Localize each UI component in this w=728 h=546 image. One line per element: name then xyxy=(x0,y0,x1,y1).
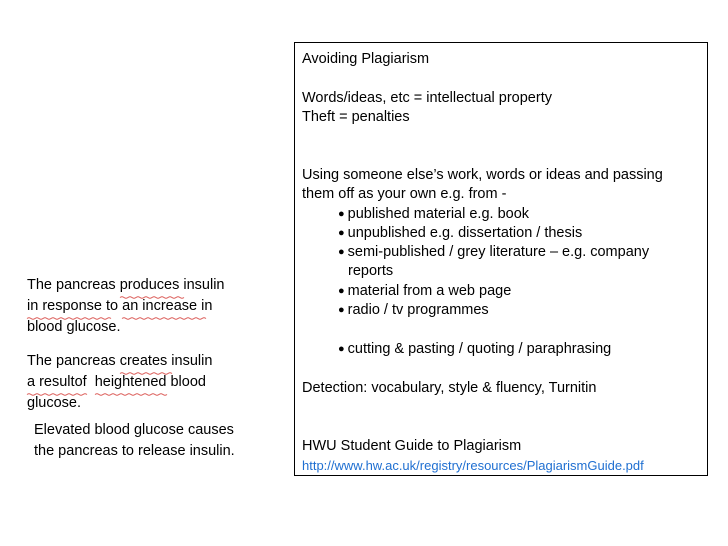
panel-line-intellectual-property: Words/ideas, etc = intellectual property xyxy=(302,90,552,106)
bullet-icon: ● xyxy=(338,285,345,297)
bullet-icon: ● xyxy=(338,208,345,220)
bullet-item-continuation: reports xyxy=(348,263,394,279)
underlined-word: a result xyxy=(27,372,75,393)
wavy-underline xyxy=(95,393,167,396)
example2-line3: glucose. xyxy=(27,395,82,411)
underlined-word: in response xyxy=(27,296,102,317)
panel-detection-line: Detection: vocabulary, style & fluency, Turnitin xyxy=(302,380,597,396)
bullet-item: ● unpublished e.g. dissertation / thesis xyxy=(338,225,583,241)
panel-definition-line2: them off as your own e.g. from - xyxy=(302,186,507,202)
bullet-icon: ● xyxy=(338,227,345,239)
underlined-word: produces xyxy=(120,275,180,296)
guide-link[interactable]: http://www.hw.ac.uk/registry/resources/PlagiarismGuide.pdf xyxy=(302,458,644,473)
bullet-item: ● semi-published / grey literature – e.g. company xyxy=(338,244,650,260)
underlined-word: heightene xyxy=(95,372,159,393)
bullet-icon: ● xyxy=(338,246,345,258)
example3-line1: Elevated blood glucose causes xyxy=(34,422,234,438)
bullet-item: ● published material e.g. book xyxy=(338,206,530,222)
underlined-word: creates xyxy=(120,351,168,372)
wavy-underline xyxy=(122,317,206,320)
bullet-icon: ● xyxy=(338,304,345,316)
panel-line-penalties: Theft = penalties xyxy=(302,109,410,125)
example2-line2: a result of heightene d blood xyxy=(27,372,206,393)
example1-line1: The pancreas produces insulin xyxy=(27,275,225,296)
bullet-item: ● cutting & pasting / quoting / paraphrasing xyxy=(338,341,612,357)
guide-title: HWU Student Guide to Plagiarism xyxy=(302,438,522,454)
panel-title: Avoiding Plagiarism xyxy=(302,51,430,67)
example2-line1: The pancreas creates insulin xyxy=(27,351,212,372)
bullet-item: ● material from a web page xyxy=(338,283,512,299)
example3-line2: the pancreas to release insulin. xyxy=(34,443,235,459)
example1-line2: in response to an increase in xyxy=(27,296,212,317)
example1-line3: blood glucose. xyxy=(27,319,121,335)
bullet-icon: ● xyxy=(338,343,345,355)
bullet-item: ● radio / tv programmes xyxy=(338,302,489,318)
panel-definition-line1: Using someone else’s work, words or ideas and passing xyxy=(302,167,663,183)
underlined-word: an increase xyxy=(122,296,197,317)
